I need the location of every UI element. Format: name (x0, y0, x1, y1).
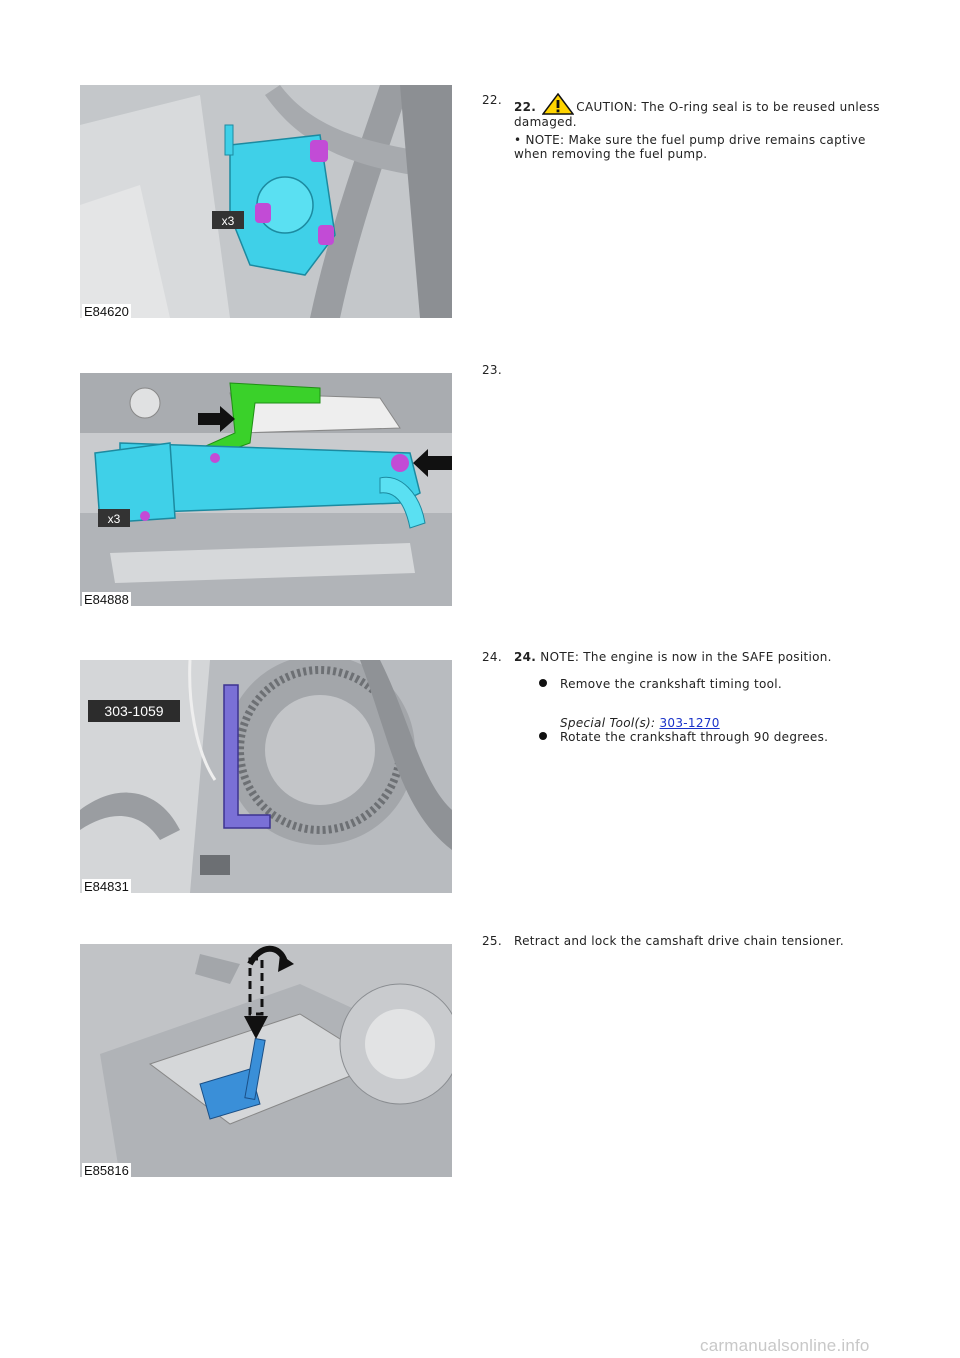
step-number: 22. (482, 93, 502, 107)
egr-assembly-illustration (80, 373, 452, 606)
special-tool-link[interactable]: 303-1270 (659, 716, 720, 730)
figure-label: E84888 (84, 592, 129, 606)
special-tools (560, 716, 720, 730)
note-text: NOTE: The engine is now in the SAFE position. (540, 650, 832, 664)
special-tools-label: Special Tool(s): (560, 716, 656, 730)
crankshaft-tool-illustration (80, 660, 452, 893)
figure-e84888 (80, 373, 452, 606)
figure-callout: x3 (221, 214, 235, 228)
bullet-text: Remove the crankshaft timing tool. (560, 677, 783, 691)
step-text (514, 93, 894, 129)
caution-text: CAUTION: The O-ring seal is to be reused unless damaged. (514, 100, 880, 129)
step-text: Retract and lock the camshaft drive chain tensioner. (514, 934, 844, 948)
bullet-icon (539, 679, 547, 687)
warning-icon (542, 93, 574, 115)
bullet-icon (539, 732, 547, 740)
fuel-pump-illustration (80, 85, 452, 318)
figure-callout: x3 (107, 512, 121, 526)
bullet-text: Rotate the crankshaft through 90 degrees. (560, 730, 829, 744)
figure-callout: 303-1059 (104, 703, 164, 719)
footer-watermark: carmanualsonline.info (700, 1336, 870, 1355)
figure-e84831 (80, 660, 452, 893)
step-inline-number: 22. (514, 100, 537, 114)
figure-label: E85816 (84, 1163, 129, 1177)
step-number: 25. (482, 934, 502, 948)
figure-e85816 (80, 944, 452, 1177)
figure-label: E84620 (84, 304, 129, 318)
step-number: 24. (482, 650, 502, 664)
note-text: • NOTE: Make sure the fuel pump drive remains captive when removing the fuel pump. (514, 133, 866, 161)
step-inline-number: 24. (514, 650, 537, 664)
figure-e84620 (80, 85, 452, 318)
figure-label: E84831 (84, 879, 129, 893)
chain-tensioner-illustration (80, 944, 452, 1177)
step-number: 23. (482, 363, 502, 377)
step-text (514, 650, 894, 664)
